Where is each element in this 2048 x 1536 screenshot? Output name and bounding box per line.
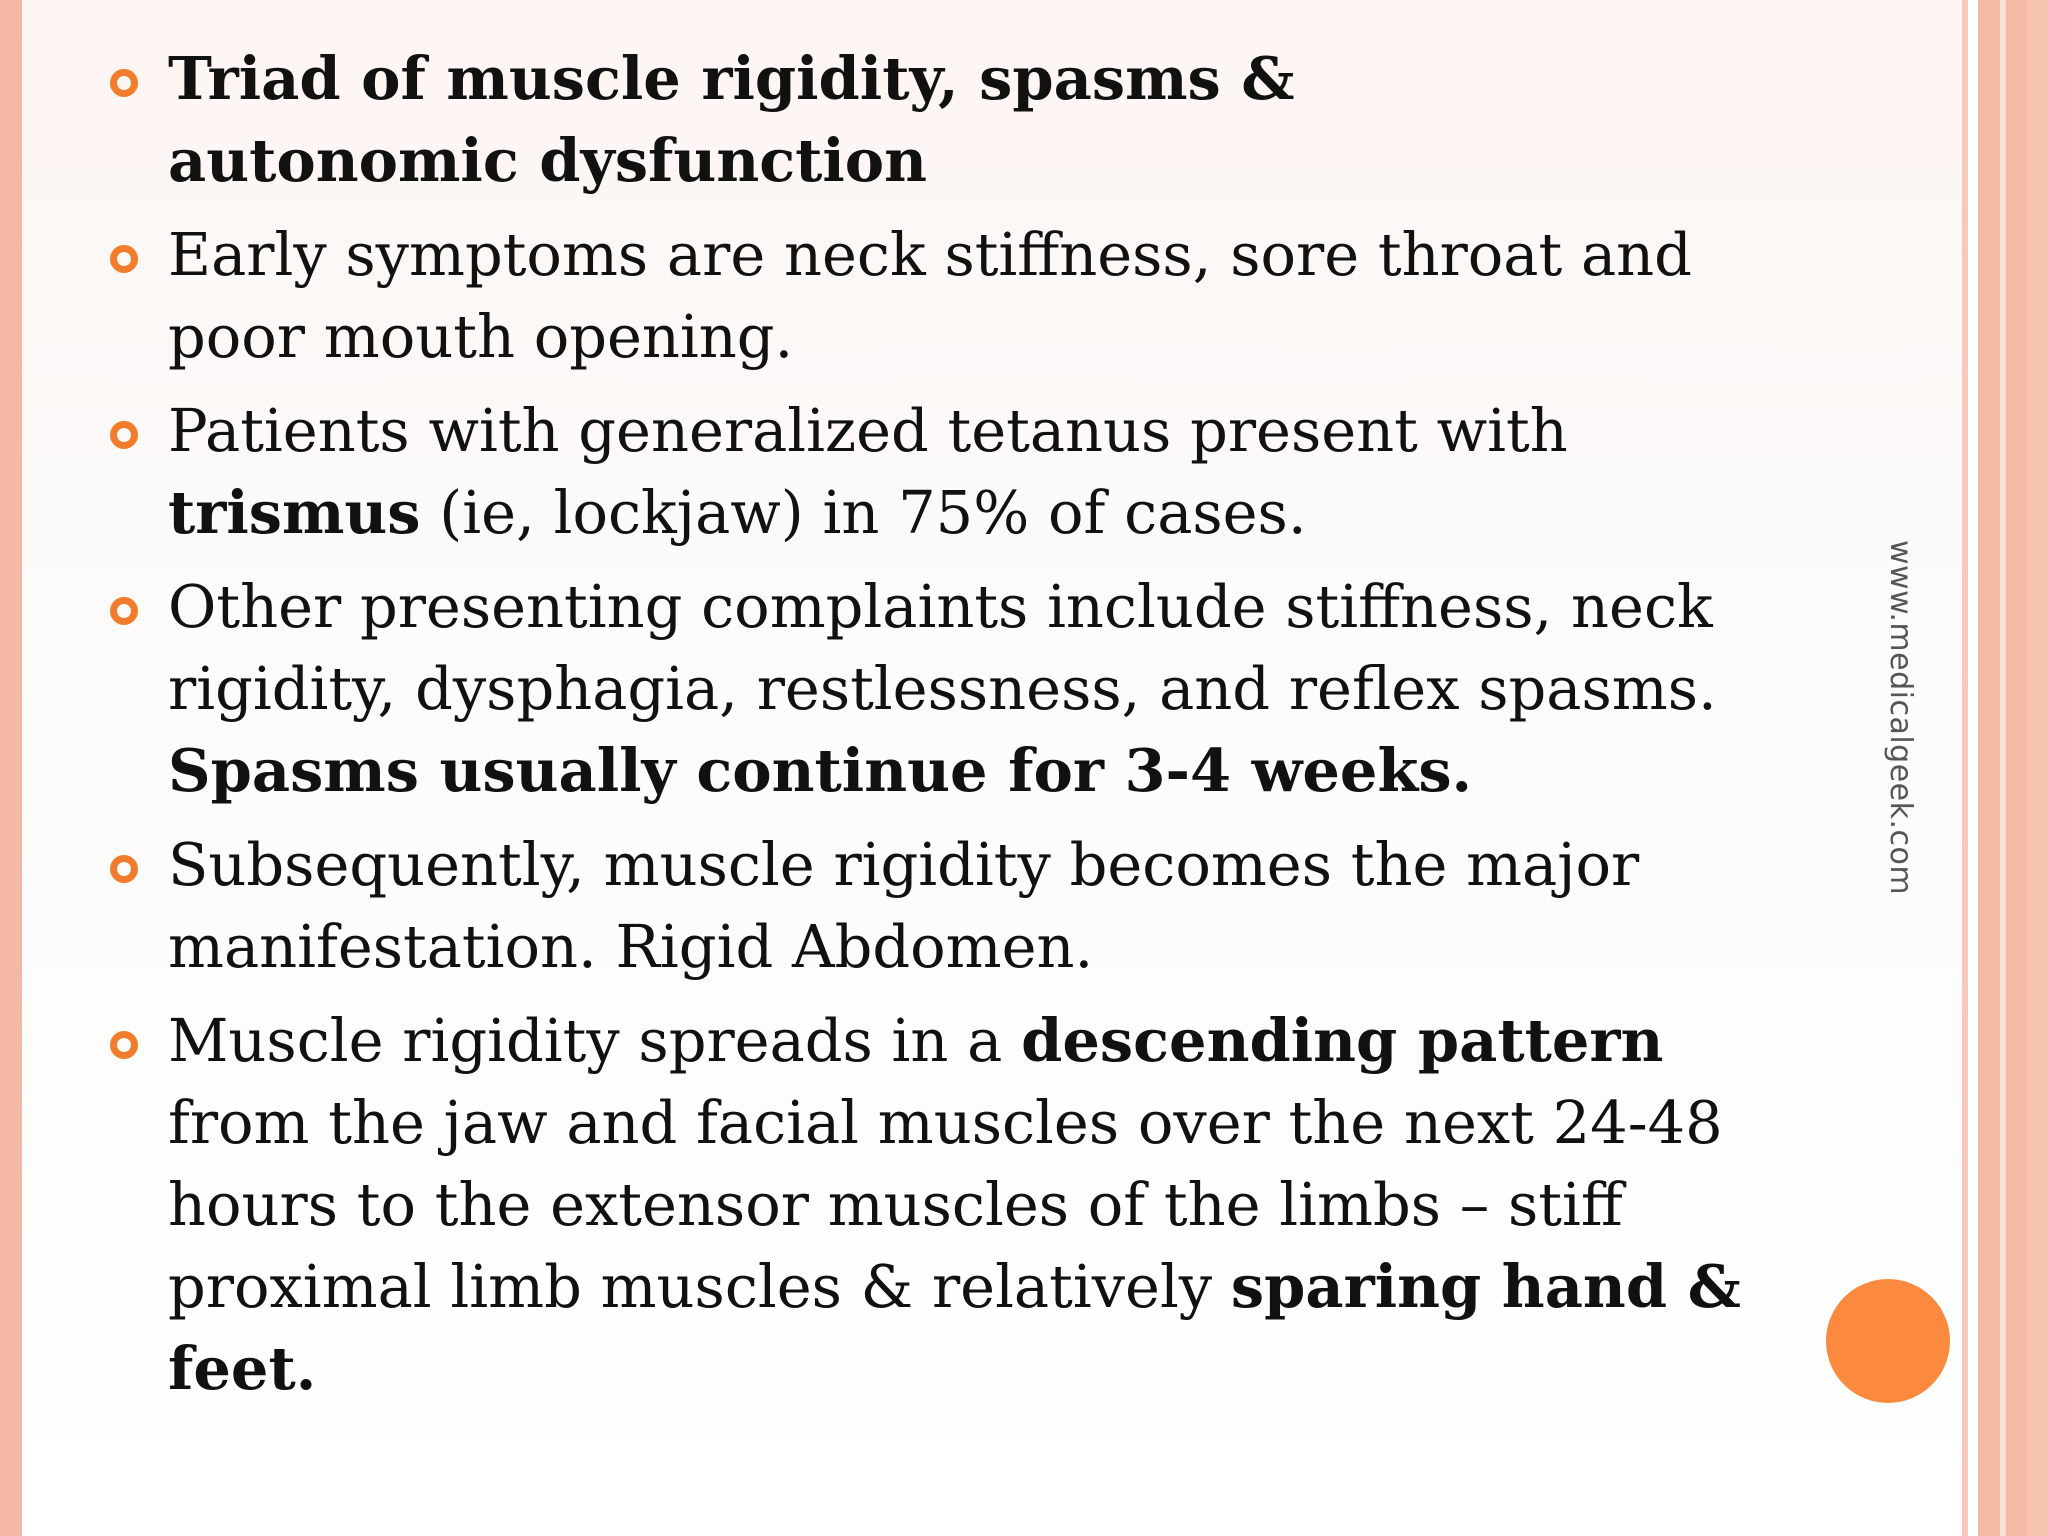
bullet-text-bold: descending pattern bbox=[1021, 1006, 1664, 1075]
bullet-text: from the jaw and facial muscles over the next 24-48 hours to the extensor muscles of the limbs – stiff proximal limb muscles & relatively bbox=[168, 1088, 1723, 1321]
slide-frame-left bbox=[0, 0, 22, 1536]
bullet-text-bold: Triad of muscle rigidity, spasms & bbox=[168, 44, 1295, 113]
bullet-item-subsequently bbox=[110, 824, 1750, 988]
circle-bullet-icon bbox=[110, 245, 138, 273]
bullet-text-bold: sparing hand & feet. bbox=[168, 1252, 1741, 1403]
bullet-text: Other presenting complaints include stiffness, neck rigidity, dysphagia, restlessness, and reflex spasms. bbox=[168, 572, 1717, 723]
bullet-text: Subsequently, muscle rigidity becomes the major manifestation. Rigid Abdomen. bbox=[168, 830, 1640, 981]
bullet-text: Muscle rigidity spreads in a bbox=[168, 1006, 1003, 1075]
bullet-item-other-complaints bbox=[110, 566, 1750, 812]
slide-frame-right-stripe bbox=[2000, 0, 2006, 1536]
bullet-text-bold: Spasms usually continue for 3-4 weeks. bbox=[168, 736, 1473, 805]
circle-bullet-icon bbox=[110, 855, 138, 883]
bullet-item-trismus bbox=[110, 390, 1750, 554]
bullet-text: (ie, lockjaw) in 75% of cases. bbox=[439, 478, 1307, 547]
circle-bullet-icon bbox=[110, 1031, 138, 1059]
bullet-item-triad bbox=[110, 38, 1750, 202]
watermark-text: www.medicalgeek.com bbox=[1883, 540, 1918, 896]
slide-frame-right-gap bbox=[1968, 0, 1978, 1536]
decorative-orange-circle bbox=[1826, 1279, 1950, 1403]
bullet-list bbox=[110, 38, 1750, 1422]
bullet-text-bold: autonomic dysfunction bbox=[168, 126, 928, 195]
bullet-text: Early symptoms are neck stiffness, sore throat and poor mouth opening. bbox=[168, 220, 1692, 371]
bullet-item-early-symptoms bbox=[110, 214, 1750, 378]
circle-bullet-icon bbox=[110, 69, 138, 97]
bullet-text-bold: trismus bbox=[168, 478, 421, 547]
bullet-item-descending-pattern bbox=[110, 1000, 1750, 1410]
circle-bullet-icon bbox=[110, 421, 138, 449]
bullet-text: Patients with generalized tetanus present with bbox=[168, 396, 1568, 465]
circle-bullet-icon bbox=[110, 597, 138, 625]
slide-frame-right-outer bbox=[2026, 0, 2048, 1536]
